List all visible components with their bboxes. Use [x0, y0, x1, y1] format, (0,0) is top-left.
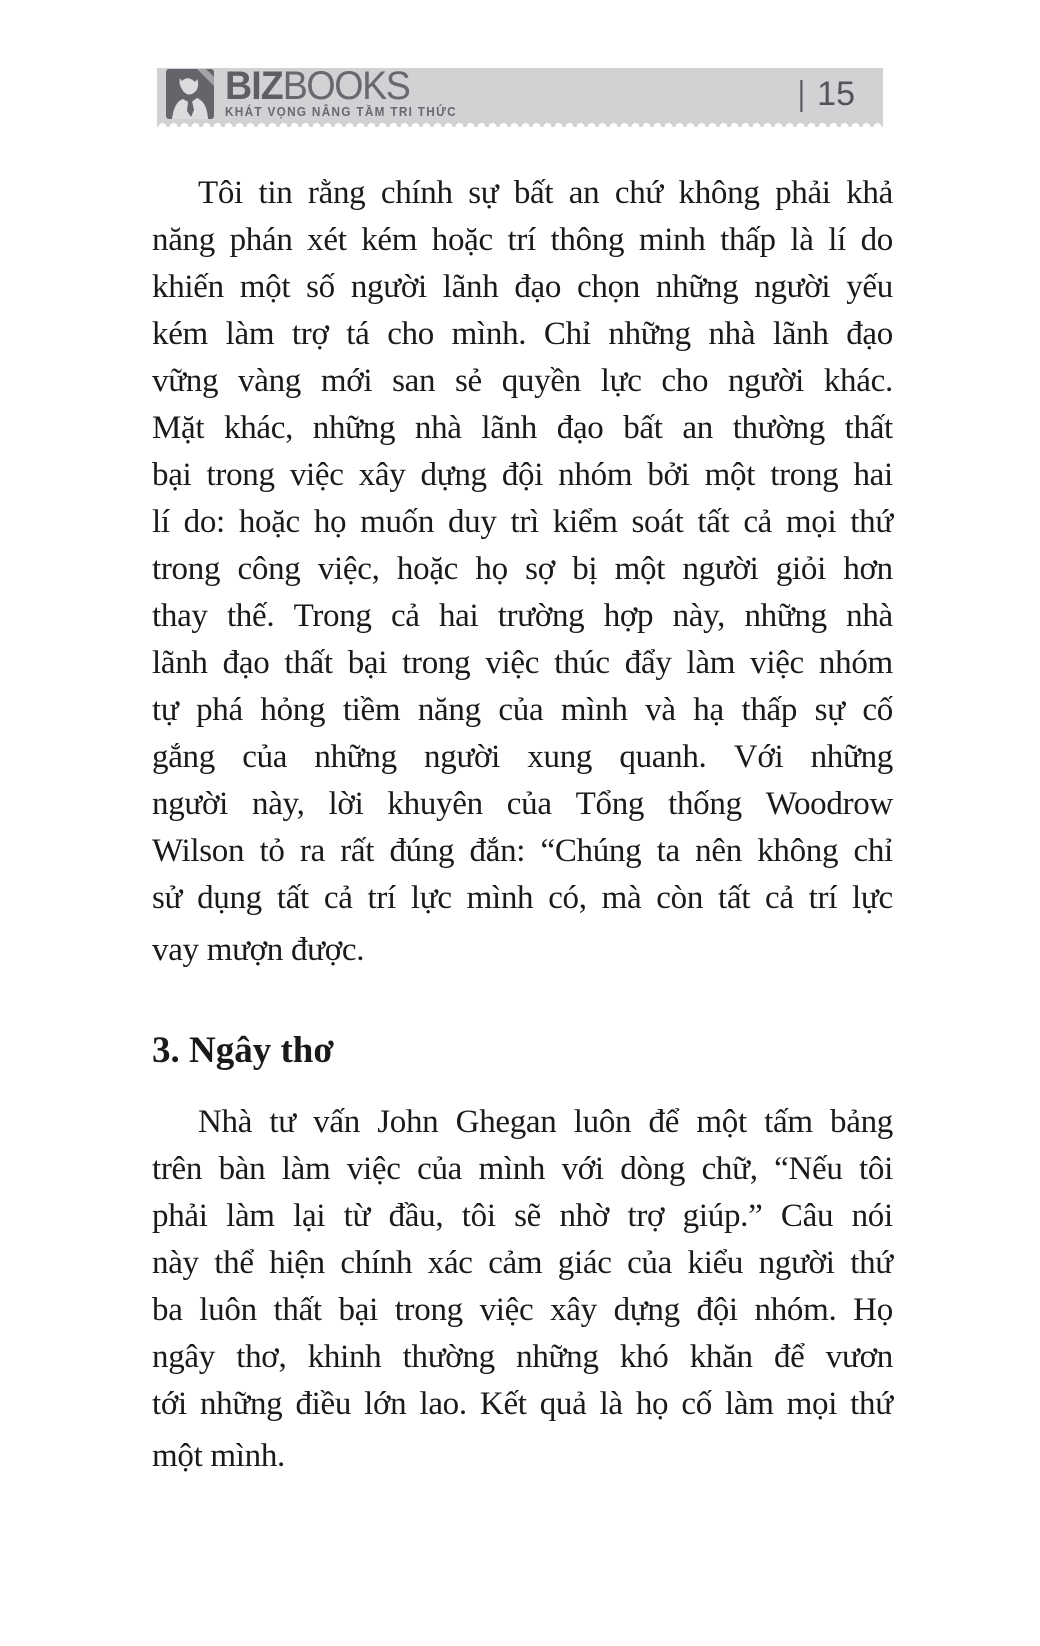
paragraph-1	[152, 175, 893, 974]
brand-block	[225, 63, 457, 119]
bizbooks-logo-icon	[166, 69, 214, 119]
text-line: vay mượn được.	[152, 932, 365, 968]
text-line: trên bàn làm việc của mình với dòng chữ, “Nếu tôi	[152, 1151, 893, 1187]
brand-tagline: KHÁT VỌNG NÂNG TẦM TRI THỨC	[225, 104, 457, 119]
text-line: ba luôn thất bại trong việc xây dựng đội nhóm. Họ	[152, 1292, 893, 1328]
text-line: thay thế. Trong cả hai trường hợp này, những nhà	[152, 598, 893, 634]
page-number-separator: |	[798, 74, 806, 113]
stamp-perforation-edge	[157, 120, 883, 127]
text-line: sử dụng tất cả trí lực mình có, mà còn tất cả trí lực	[152, 880, 893, 916]
text-line: một mình.	[152, 1438, 285, 1474]
text-line: Mặt khác, những nhà lãnh đạo bất an thường thất	[152, 410, 893, 446]
text-line: này thể hiện chính xác cảm giác của kiểu người thứ	[152, 1245, 893, 1281]
text-line: bại trong việc xây dựng đội nhóm bởi một trong hai	[152, 457, 893, 493]
text-line: Wilson tỏ ra rất đúng đắn: “Chúng ta nên không chỉ	[152, 833, 893, 869]
text-line: gắng của những người xung quanh. Với những	[152, 739, 893, 775]
text-line: trong công việc, hoặc họ sợ bị một người giỏi hơn	[152, 551, 893, 587]
text-line: tới những điều lớn lao. Kết quả là họ cố làm mọi thứ	[152, 1386, 893, 1422]
header-bar	[157, 63, 883, 120]
brand-light: BOOKS	[282, 63, 410, 108]
text-line: ngây thơ, khinh thường những khó khăn để vươn	[152, 1339, 893, 1375]
page-content	[152, 175, 893, 1480]
text-line: người này, lời khuyên của Tổng thống Woodrow	[152, 786, 893, 822]
text-line: tự phá hỏng tiềm năng của mình và hạ thấp sự cố	[152, 692, 893, 728]
brand-text	[225, 63, 457, 108]
brand-bold: BIZ	[225, 63, 283, 108]
text-line: khiến một số người lãnh đạo chọn những người yếu	[152, 269, 893, 305]
text-line: lãnh đạo thất bại trong việc thúc đẩy làm việc nhóm	[152, 645, 893, 681]
section-heading: 3. Ngây thơ	[152, 1030, 334, 1071]
text-line: kém làm trợ tá cho mình. Chỉ những nhà lãnh đạo	[152, 316, 893, 352]
page-number	[797, 75, 855, 114]
text-line: năng phán xét kém hoặc trí thông minh thấp là lí do	[152, 222, 893, 258]
paragraph-2	[152, 1104, 893, 1480]
text-line: Nhà tư vấn John Ghegan luôn để một tấm bảng	[198, 1104, 893, 1140]
text-line: Tôi tin rằng chính sự bất an chứ không phải khả	[198, 175, 893, 211]
text-line: vững vàng mới san sẻ quyền lực cho người khác.	[152, 363, 893, 399]
text-line: lí do: hoặc họ muốn duy trì kiểm soát tất cả mọi thứ	[152, 504, 893, 540]
page-number-value: 15	[817, 74, 855, 113]
text-line: phải làm lại từ đầu, tôi sẽ nhờ trợ giúp.” Câu nói	[152, 1198, 893, 1234]
